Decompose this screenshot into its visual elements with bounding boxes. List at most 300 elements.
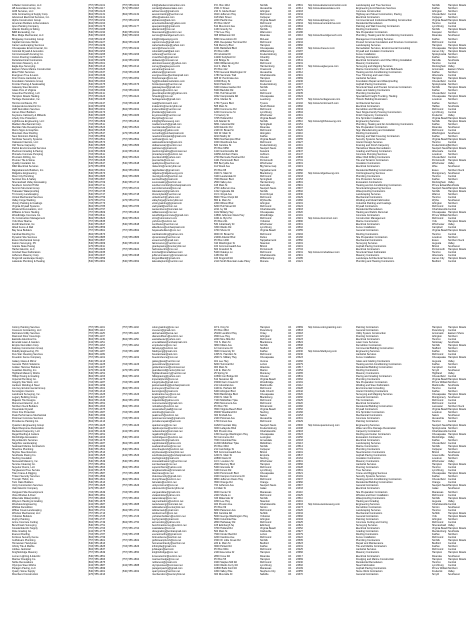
county-cell: Prince Edward xyxy=(432,183,449,187)
city-cell: Falls Church xyxy=(260,389,275,393)
city-cell: Alexandria xyxy=(260,71,272,75)
company-cell: Premier Tile & Stone xyxy=(12,159,35,163)
description-cell: Surveying Services xyxy=(356,241,378,245)
description-cell: Structural Engineering Services xyxy=(356,186,392,190)
description-cell: Specialized Freight Trucking, Hauling xyxy=(356,95,398,99)
company-cell: Diamond Floor Coverings xyxy=(12,335,41,339)
region-cell: Hampton Roads xyxy=(448,377,467,381)
company-cell: Golden Hammer Builders xyxy=(12,365,41,369)
email-cell: indelectric@centurylink.net xyxy=(152,104,182,108)
zip-cell: 23185 xyxy=(296,256,303,260)
description-cell: Roofing and Gutter Contractors xyxy=(356,432,391,436)
region-cell: Central xyxy=(448,226,457,230)
zip-cell: 22153 xyxy=(296,177,303,181)
fax-cell: (757) 555-0724 xyxy=(122,186,140,190)
email-cell: vanguardsite@gmail.com xyxy=(152,490,181,494)
phone-cell: (804) 555-1651 xyxy=(88,493,106,497)
county-cell: Charlottesville xyxy=(432,429,448,433)
description-cell: Electrical Contractors xyxy=(356,402,380,406)
email-cell: lakesideplumb@verizon.net xyxy=(152,259,183,263)
county-cell: Portsmouth xyxy=(432,159,445,163)
city-cell: Richmond xyxy=(260,217,272,221)
state-cell: VA xyxy=(288,7,292,11)
email-cell: essexmech@gmail.com xyxy=(152,238,179,242)
directory-table-top xyxy=(12,4,467,263)
county-cell: Chesapeake xyxy=(432,393,447,397)
county-cell: Newport News xyxy=(432,484,449,488)
phone-cell: (434) 555-0349 xyxy=(88,74,106,78)
city-cell: Monterey xyxy=(260,371,271,375)
phone-cell: (757) 555-0561 xyxy=(88,138,106,142)
city-cell: Richmond xyxy=(260,61,272,65)
description-cell: Concrete Pumping Services xyxy=(356,153,387,157)
page-top xyxy=(0,4,474,263)
region-cell: Northern xyxy=(448,350,458,354)
email-cell: keystonecab@verizon.net xyxy=(152,113,181,117)
description-cell: Heating and Air-Conditioning Contractors xyxy=(356,183,402,187)
state-cell: VA xyxy=(288,67,292,71)
company-cell: Ridgeline Engineering xyxy=(12,171,37,175)
company-cell: Everest Roofing xyxy=(12,533,30,537)
company-cell: ACE Contracting & Supply Corp. xyxy=(12,13,49,17)
address-cell: 29 E. Market St xyxy=(214,98,232,102)
address-cell: 21000 Atlantic Blvd xyxy=(214,235,236,239)
region-cell: Northern xyxy=(448,98,458,102)
address-cell: 4200 Electric Rd xyxy=(214,125,233,129)
phone-cell: (757) 555-0809 xyxy=(88,211,106,215)
email-cell: stonewallmasonry@verizon.net xyxy=(152,460,187,464)
company-cell: Coastal Electric Supply xyxy=(12,527,38,531)
phone-cell: (703) 555-0215 xyxy=(88,37,106,41)
state-cell: VA xyxy=(288,119,292,123)
phone-cell: (757) 555-1663 xyxy=(88,496,106,500)
zip-cell: 24153 xyxy=(296,414,303,418)
county-cell: Chesapeake xyxy=(432,46,447,50)
description-cell: Construction Management xyxy=(356,217,386,221)
state-cell: VA xyxy=(288,463,292,467)
email-cell: superiorfloors@yahoo.com xyxy=(152,466,182,470)
email-cell: xlcm@xlconstruct.com xyxy=(152,217,178,221)
description-cell: Fire Sprinkler Contractors xyxy=(356,411,385,415)
email-cell: noblereno@gmail.com xyxy=(152,560,178,564)
email-cell: seaboardmarine@cox.net xyxy=(152,444,181,448)
phone-cell: (276) 555-0547 xyxy=(88,131,106,135)
zip-cell: 23234 xyxy=(296,40,303,44)
address-cell: 1750 Tysons Blvd xyxy=(214,101,234,105)
zip-cell: 24541 xyxy=(296,58,303,62)
email-cell: info@abetterconstruction.com xyxy=(152,4,186,7)
description-cell: Fence Installation xyxy=(356,356,376,360)
city-cell: Springfield xyxy=(260,177,272,181)
address-cell: 100 Commonwealth Ave xyxy=(214,244,242,248)
company-cell: Freedom Fence Company xyxy=(12,356,42,360)
city-cell: Winchester xyxy=(260,223,273,227)
email-cell: delmarvautil@esva.net xyxy=(152,332,178,336)
email-cell: alliedfence@embarqmail.com xyxy=(152,226,185,230)
county-cell: Augusta xyxy=(432,241,442,245)
region-cell: Northern xyxy=(448,362,458,366)
region-cell: Hampton Roads xyxy=(448,49,467,53)
city-cell: Richmond xyxy=(260,195,272,199)
address-cell: 11300 Midlothian Tpke xyxy=(214,441,240,445)
address-cell: 1501 K Street xyxy=(214,7,230,11)
phone-cell: (804) 555-0661 xyxy=(88,168,106,172)
state-cell: VA xyxy=(288,253,292,257)
state-cell: VA xyxy=(288,205,292,209)
state-cell: VA xyxy=(288,566,292,570)
email-cell: carterlandscape@yahoo.com xyxy=(152,43,185,47)
description-cell: Mechanical Contractors xyxy=(356,414,383,418)
email-cell: frontierpaving@verizon.net xyxy=(152,83,182,87)
state-cell: VA xyxy=(288,389,292,393)
zip-cell: 23324 xyxy=(296,95,303,99)
phone-cell: (434) 555-1887 xyxy=(88,563,106,567)
description-cell: Sign Manufacturing and Installation xyxy=(356,128,396,132)
company-cell: J&M Demolition Services xyxy=(12,107,40,111)
phone-cell: (434) 555-1449 xyxy=(88,429,106,433)
county-cell: Richmond xyxy=(432,493,444,497)
state-cell: VA xyxy=(288,40,292,44)
zip-cell: 23230 xyxy=(296,560,303,564)
state-cell: VA xyxy=(288,86,292,90)
description-cell: General Contractors xyxy=(356,229,379,233)
company-cell: Rockbridge Excavation xyxy=(12,435,38,439)
zip-cell: 22408 xyxy=(296,52,303,56)
address-cell: 3400 Azalea Garden Rd xyxy=(214,86,241,90)
address-cell: 14200 Sullyfield Cir xyxy=(214,55,236,59)
city-cell: Roanoke xyxy=(260,554,271,558)
city-cell: Onancock xyxy=(260,67,272,71)
city-cell: Richmond xyxy=(260,40,272,44)
region-cell: Central xyxy=(448,61,457,65)
fax-cell: (804) 555-1488 xyxy=(122,441,140,445)
description-cell: Plumbing Contractors xyxy=(356,447,381,451)
zip-cell: 22079 xyxy=(296,533,303,537)
zip-cell: 24401 xyxy=(296,241,303,245)
address-cell: 401 Lee Hwy xyxy=(214,359,229,363)
county-cell: Fairfax xyxy=(432,71,440,75)
address-cell: 3900 University Dr xyxy=(214,350,235,354)
description-cell: Painting Contractors xyxy=(356,326,379,329)
address-cell: 3100 Lauderdale Dr xyxy=(214,174,237,178)
region-cell: Northern xyxy=(448,380,458,384)
zip-cell: 23225 xyxy=(296,521,303,524)
city-cell: Reston xyxy=(260,475,268,479)
company-cell: Hometown Handyman xyxy=(12,542,37,546)
website-cell: http://www.blueridgemech.com xyxy=(308,34,343,38)
email-cell: rappbuilders@gmail.com xyxy=(152,168,180,172)
description-cell: Structural Steel and Precast Concrete Contractors xyxy=(356,86,412,90)
county-cell: Hampton xyxy=(432,326,443,329)
description-cell: Concrete Contractors xyxy=(356,417,380,421)
phone-cell: (540) 555-0435 xyxy=(88,98,106,102)
fax-cell: (703) 555-0886 xyxy=(122,235,140,239)
region-cell: Southwest xyxy=(448,199,460,202)
company-cell: Advanced Electrical Services, Inc. xyxy=(12,16,50,20)
phone-cell: (540) 555-0961 xyxy=(88,259,106,263)
state-cell: VA xyxy=(288,153,292,157)
description-cell: Crane and Rigging Services xyxy=(356,472,388,476)
address-cell: 925 W. Pembroke Ave xyxy=(214,77,239,81)
city-cell: Chesapeake xyxy=(260,95,275,99)
description-cell: Marine Construction xyxy=(356,444,379,448)
fax-cell: (804) 555-0624 xyxy=(122,156,140,160)
state-cell: VA xyxy=(288,58,292,62)
city-cell: Bristol xyxy=(260,244,267,248)
zip-cell: 23502 xyxy=(296,189,303,193)
fax-cell: (757) 555-0102 xyxy=(122,4,140,7)
city-cell: Suffolk xyxy=(260,511,268,515)
region-cell: Central xyxy=(448,253,457,257)
county-cell: Norfolk xyxy=(432,86,440,90)
company-cell: Frontier Paving & Sealcoating xyxy=(12,83,46,87)
page-break-gap xyxy=(0,292,474,326)
state-cell: VA xyxy=(288,365,292,369)
zip-cell: 24482 xyxy=(296,359,303,363)
city-cell: Staunton xyxy=(260,241,271,245)
region-cell: Hampton Roads xyxy=(448,4,467,7)
zip-cell: 20151 xyxy=(296,55,303,59)
description-cell: Engineering Services xyxy=(356,423,380,427)
region-cell: Southwest xyxy=(448,572,460,576)
company-cell: Alpha Construction Group xyxy=(12,19,41,23)
phone-cell: (804) 555-0823 xyxy=(88,217,106,221)
county-cell: Charlottesville xyxy=(432,502,448,506)
region-cell: Northern xyxy=(448,447,458,451)
email-cell: tridentsecurity@gmail.com xyxy=(152,475,182,479)
region-cell: Hampton Roads xyxy=(448,220,467,224)
zip-cell: 22312 xyxy=(296,71,303,75)
zip-cell: 22601 xyxy=(296,460,303,464)
fax-cell: (804) 555-1302 xyxy=(122,386,140,390)
phone-cell: (540) 555-1501 xyxy=(88,447,106,451)
city-cell: Virginia Beach xyxy=(260,408,277,412)
fax-cell: (703) 555-0448 xyxy=(122,101,140,105)
description-cell: Residential Building Construction xyxy=(356,168,393,172)
county-cell: Virginia Beach xyxy=(432,229,449,233)
company-cell: Royal Electric Services xyxy=(12,438,38,442)
phone-cell: (703) 555-1137 xyxy=(88,335,105,339)
address-cell: PO Box 88 xyxy=(214,168,227,172)
county-cell: Chesapeake xyxy=(432,432,447,436)
phone-cell: (757) 555-1849 xyxy=(88,551,106,555)
description-cell: Marine Construction xyxy=(356,220,379,224)
description-cell: Tile and Marble Contractors xyxy=(356,545,387,549)
city-cell: Norfolk xyxy=(260,344,268,348)
phone-cell: (804) 555-0759 xyxy=(88,195,106,199)
phone-cell: (804) 555-0897 xyxy=(88,238,106,242)
county-cell: Loudoun xyxy=(432,457,442,461)
city-cell: Portsmouth xyxy=(260,247,273,251)
state-cell: VA xyxy=(288,426,292,430)
description-cell: Residential Building Construction xyxy=(356,405,393,409)
region-cell: Central xyxy=(448,548,457,552)
state-cell: VA xyxy=(288,232,292,236)
region-cell: Central xyxy=(448,80,457,84)
phone-cell: (804) 555-1799 xyxy=(88,536,106,540)
county-cell: Spotsylvania xyxy=(432,426,447,430)
company-cell: Oakwood Interiors, LLC xyxy=(12,141,39,145)
state-cell: VA xyxy=(288,481,292,485)
region-cell: Southwest xyxy=(448,414,460,418)
phone-cell: (703) 555-1313 xyxy=(88,389,106,393)
description-cell: Asphalt Paving Contractors xyxy=(356,244,387,248)
company-cell: Evergreen Tree & Lawn xyxy=(12,74,39,78)
company-cell: Quality Insulation Co. xyxy=(12,162,36,166)
email-cell: skylinesteel@centurylink.net xyxy=(152,450,184,454)
city-cell: Verona xyxy=(260,359,268,363)
city-cell: Hampton xyxy=(260,551,271,555)
city-cell: Marion xyxy=(260,368,268,372)
county-cell: Fairfax xyxy=(432,533,440,537)
state-cell: VA xyxy=(288,13,292,17)
county-cell: Fairfax xyxy=(432,362,440,366)
email-cell: mvroofing@embarqmail.com xyxy=(152,131,184,135)
description-cell: Janitorial Services xyxy=(356,353,377,357)
fax-cell: (434) 555-0948 xyxy=(122,253,140,257)
state-cell: VA xyxy=(288,335,292,339)
description-cell: Glass and Glazing Contractors xyxy=(356,359,391,363)
fax-cell: (804) 555-1602 xyxy=(122,478,140,482)
table-row xyxy=(12,260,462,263)
email-cell: sapphireland@yahoo.com xyxy=(152,441,182,445)
zip-cell: 23452 xyxy=(296,116,303,120)
company-cell: Riverbend Construction xyxy=(12,572,39,576)
city-cell: McLean xyxy=(260,37,269,41)
zip-cell: 22102 xyxy=(296,101,303,105)
email-cell: unityconstruct@cox.net xyxy=(152,484,179,488)
phone-cell: (276) 555-1513 xyxy=(88,450,106,454)
city-cell: Richmond xyxy=(260,399,272,403)
email-cell: fidelityeng@gmail.com xyxy=(152,350,178,354)
email-cell: landmarksurvey@cox.net xyxy=(152,393,181,397)
description-cell: Landscaping and Tree Services xyxy=(356,4,392,7)
phone-cell: (757) 555-0152 xyxy=(88,19,106,23)
company-cell: Woodbridge Concrete Co. xyxy=(12,214,41,218)
company-cell: Trident Security Services xyxy=(12,475,40,479)
state-cell: VA xyxy=(288,122,292,126)
city-cell: Arlington xyxy=(260,10,270,14)
address-cell: 210 Bridge St xyxy=(214,58,230,62)
phone-cell: (804) 555-0785 xyxy=(88,205,106,209)
description-cell: Electrical Contractors and Other Wiring Installation xyxy=(356,58,412,62)
address-cell: 1700 Forest Ave xyxy=(214,420,233,424)
address-cell: 4500 Lee Hwy xyxy=(214,335,230,339)
address-cell: 4300 Valley Pike xyxy=(214,569,233,573)
address-cell: 71 Factory St xyxy=(214,113,229,117)
description-cell: Fence Installation xyxy=(356,536,376,540)
fax-cell: (757) 555-0810 xyxy=(122,211,140,215)
description-cell: Plumbing Contractors xyxy=(356,174,381,178)
zip-cell: 22102 xyxy=(296,37,303,41)
address-cell: 600 Crawford St xyxy=(214,247,233,251)
email-cell: rdelectric@centurylink.net xyxy=(152,165,181,169)
fax-cell: (434) 555-0177 xyxy=(122,25,140,29)
county-cell: Warren xyxy=(432,192,441,196)
address-cell: 530 Jubal Early Dr xyxy=(214,223,235,227)
company-cell: Benchmark Surveying xyxy=(12,524,37,528)
fax-cell: (757) 555-1802 xyxy=(122,539,140,543)
city-cell: Lexington xyxy=(260,435,271,439)
phone-cell: (703) 555-1287 xyxy=(88,380,106,384)
address-cell: 6010 Plank Rd xyxy=(214,83,231,87)
company-cell: Willow Creek Landscaping xyxy=(12,508,42,512)
phone-cell: (434) 555-1525 xyxy=(88,453,106,457)
state-cell: VA xyxy=(288,344,292,348)
city-cell: Manassas xyxy=(260,566,272,570)
address-cell: 1001 E. Byrd St xyxy=(214,217,232,221)
address-cell: 8100 Backlick Rd xyxy=(214,89,234,93)
address-cell: 2500 Monument Ave xyxy=(214,402,237,406)
directory-rows-top xyxy=(12,4,467,263)
email-cell: southsidepaving@embarqmail.com xyxy=(152,453,192,457)
phone-cell: (757) 555-1425 xyxy=(88,423,106,427)
city-cell: Richmond xyxy=(260,205,272,209)
zip-cell: 23236 xyxy=(296,80,303,84)
phone-cell: (540) 555-0141 xyxy=(88,16,106,20)
description-cell: Plumbing, Heating and Air-Conditioning Contractors xyxy=(356,122,414,126)
phone-cell: (757) 555-1125 xyxy=(88,332,105,336)
company-cell: Tidewater Waterproofing xyxy=(12,189,40,193)
zip-cell: 20110 xyxy=(296,490,303,494)
phone-cell: (703) 555-1825 xyxy=(88,545,106,549)
zip-cell: 23831 xyxy=(296,374,303,378)
county-cell: Lynchburg xyxy=(432,469,444,473)
email-cell: rapidresponse@verizon.net xyxy=(152,426,183,430)
fax-cell: (540) 555-1464 xyxy=(122,435,140,439)
region-cell: Central xyxy=(448,141,457,145)
address-cell: 333 Waterside Dr xyxy=(214,496,234,500)
description-cell: Janitorial Services xyxy=(356,463,377,467)
phone-cell: (757) 555-0497 xyxy=(88,116,106,120)
company-cell: Titan Crane & Rigging xyxy=(12,472,37,476)
region-cell: Central xyxy=(448,478,457,482)
company-cell: Harbor Electric, LLC xyxy=(12,247,35,251)
phone-cell: (540) 555-0313 xyxy=(88,64,106,68)
phone-cell: (757) 555-1801 xyxy=(88,539,106,543)
address-cell: 1500 W. Little Creek Rd xyxy=(214,539,241,543)
company-cell: Colony Painting Services xyxy=(12,326,40,329)
address-cell: 500 Main St xyxy=(214,530,228,534)
zip-cell: 22079 xyxy=(296,89,303,93)
address-cell: 2211 Ivy Rd xyxy=(214,208,228,212)
company-cell: Sentinel Fire & Safety xyxy=(12,177,37,181)
company-cell: Dominion Masonry, LLC xyxy=(12,61,39,65)
region-cell: Northern xyxy=(448,135,458,139)
description-cell: Masonry Contractors xyxy=(356,371,380,375)
state-cell: VA xyxy=(288,478,292,482)
state-cell: VA xyxy=(288,487,292,491)
city-cell: Springfield xyxy=(260,122,272,126)
address-cell: 210 N. Glebe Road xyxy=(214,10,236,14)
region-cell: Central xyxy=(448,208,457,212)
company-cell: Infinity Tile & Marble xyxy=(12,545,35,549)
county-cell: Lynchburg xyxy=(432,110,444,114)
phone-cell: (571) 555-0117 xyxy=(88,7,105,11)
city-cell: Charlottesville xyxy=(260,253,276,257)
email-cell: harborelectric@cox.net xyxy=(152,247,178,251)
description-cell: Excavation Contractors xyxy=(356,180,382,184)
description-cell: Electrical Contractors xyxy=(356,554,380,558)
city-cell: Arlington xyxy=(260,202,270,206)
phone-cell: (540) 555-1175 xyxy=(88,347,105,351)
address-cell: 1900 Staples Mill Rd xyxy=(214,560,237,564)
city-cell: Virginia Beach xyxy=(260,527,277,531)
address-cell: 2110 Smith Mountain Lake Pkwy xyxy=(214,259,251,263)
state-cell: VA xyxy=(288,4,292,7)
region-cell: Central xyxy=(448,25,457,29)
region-cell: Central xyxy=(448,13,457,17)
